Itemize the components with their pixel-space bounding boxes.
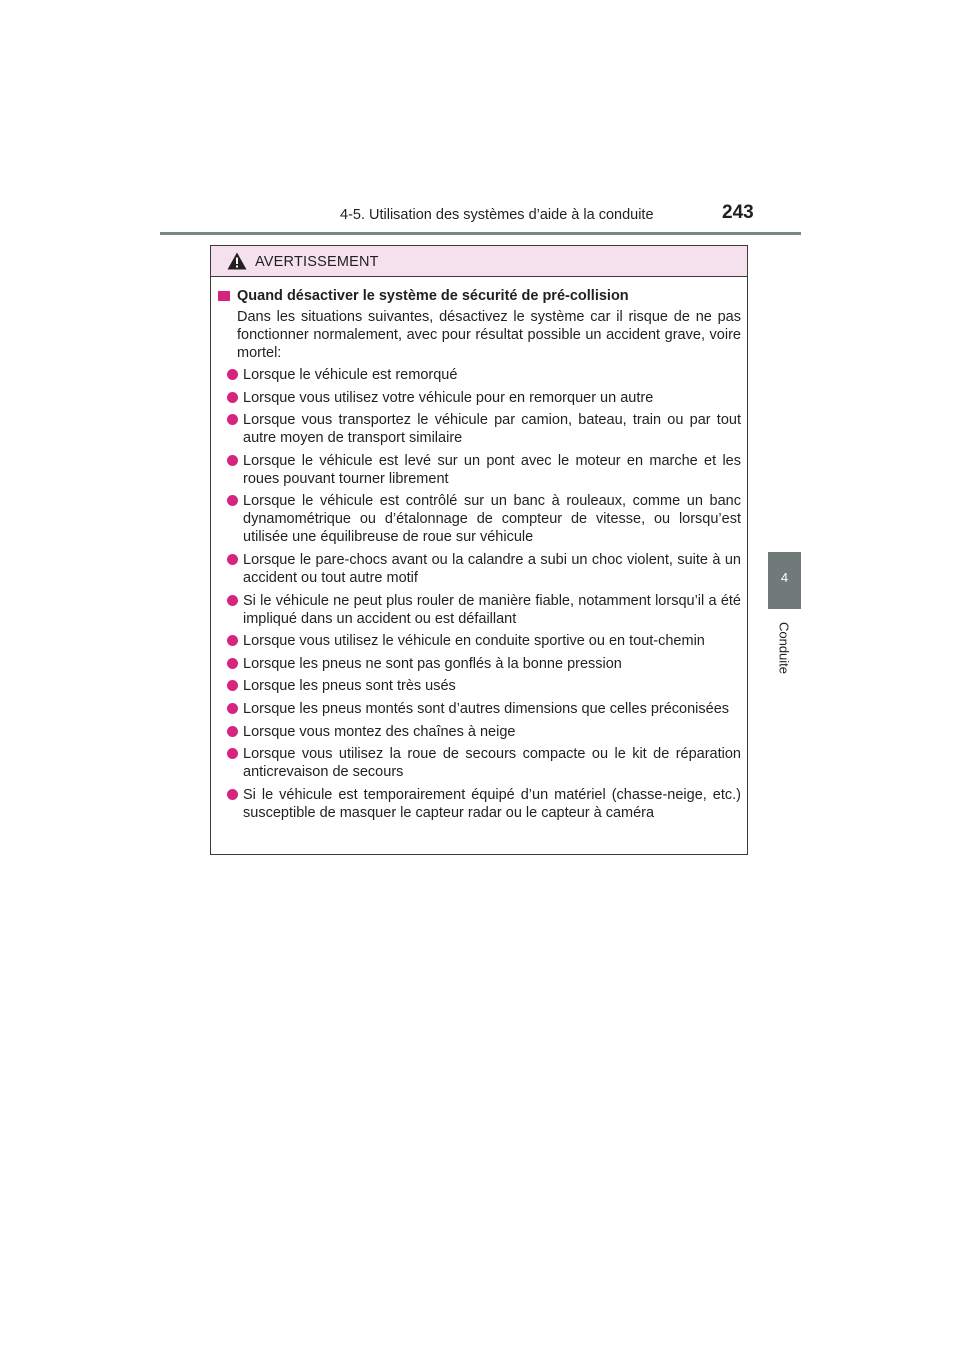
- bullet-icon: [227, 369, 238, 380]
- bullet-icon: [227, 554, 238, 565]
- list-item: Lorsque le véhicule est contrôlé sur un banc à rouleaux, comme un banc dynamométrique ou d’étalonnage de compteur de vitesse, ou lorsqu’est utilisée une équilibreuse de roue sur véhicule: [218, 492, 741, 546]
- bullet-icon: [227, 789, 238, 800]
- warning-body: [211, 277, 747, 822]
- heading-text: Quand désactiver le système de sécurité de pré-collision: [237, 288, 629, 304]
- list-item: Si le véhicule est temporairement équipé d’un matériel (chasse-neige, etc.) susceptible de masquer le capteur radar ou le capteur à caméra: [218, 786, 741, 822]
- bullet-icon: [227, 595, 238, 606]
- section-heading: [218, 287, 741, 306]
- warning-box: [210, 245, 748, 855]
- bullet-icon: [227, 414, 238, 425]
- bullet-icon: [227, 455, 238, 466]
- bullet-icon: [227, 703, 238, 714]
- bullet-icon: [227, 726, 238, 737]
- list-item: Lorsque vous utilisez le véhicule en conduite sportive ou en tout-chemin: [218, 632, 741, 650]
- square-bullet-icon: [218, 291, 230, 301]
- condition-list: [218, 366, 741, 822]
- list-item: Si le véhicule ne peut plus rouler de manière fiable, notamment lorsqu’il a été impliqué dans un accident ou est défaillant: [218, 592, 741, 628]
- list-item: Lorsque le pare-chocs avant ou la calandre a subi un choc violent, suite à un accident ou tout autre motif: [218, 551, 741, 587]
- list-item: Lorsque vous montez des chaînes à neige: [218, 723, 741, 741]
- list-item: Lorsque vous utilisez la roue de secours compacte ou le kit de réparation anticrevaison de secours: [218, 745, 741, 781]
- bullet-icon: [227, 635, 238, 646]
- list-item: Lorsque les pneus sont très usés: [218, 677, 741, 695]
- chapter-number: 4: [780, 570, 789, 585]
- chapter-tab[interactable]: [768, 552, 801, 609]
- warning-header: [211, 246, 747, 277]
- warning-title: AVERTISSEMENT: [255, 254, 379, 270]
- list-item: Lorsque vous transportez le véhicule par camion, bateau, train ou par tout autre moyen de transport similaire: [218, 411, 741, 447]
- list-item: Lorsque les pneus montés sont d’autres dimensions que celles préconisées: [218, 700, 741, 718]
- bullet-icon: [227, 748, 238, 759]
- chapter-label: Conduite: [776, 621, 792, 675]
- warning-triangle-icon: [227, 252, 247, 270]
- list-item: Lorsque les pneus ne sont pas gonflés à la bonne pression: [218, 655, 741, 673]
- intro-paragraph: Dans les situations suivantes, désactivez le système car il risque de ne pas fonctionner normalement, avec pour résultat possible un accident grave, voire mortel:: [237, 309, 741, 361]
- bullet-icon: [227, 495, 238, 506]
- section-title: 4-5. Utilisation des systèmes d’aide à la conduite: [340, 207, 654, 223]
- bullet-icon: [227, 658, 238, 669]
- bullet-icon: [227, 392, 238, 403]
- list-item: Lorsque le véhicule est levé sur un pont avec le moteur en marche et les roues pouvant tourner librement: [218, 452, 741, 488]
- page-number: 243: [722, 202, 754, 223]
- list-item: Lorsque le véhicule est remorqué: [218, 366, 741, 384]
- bullet-icon: [227, 680, 238, 691]
- list-item: Lorsque vous utilisez votre véhicule pour en remorquer un autre: [218, 389, 741, 407]
- header-rule: [160, 232, 801, 235]
